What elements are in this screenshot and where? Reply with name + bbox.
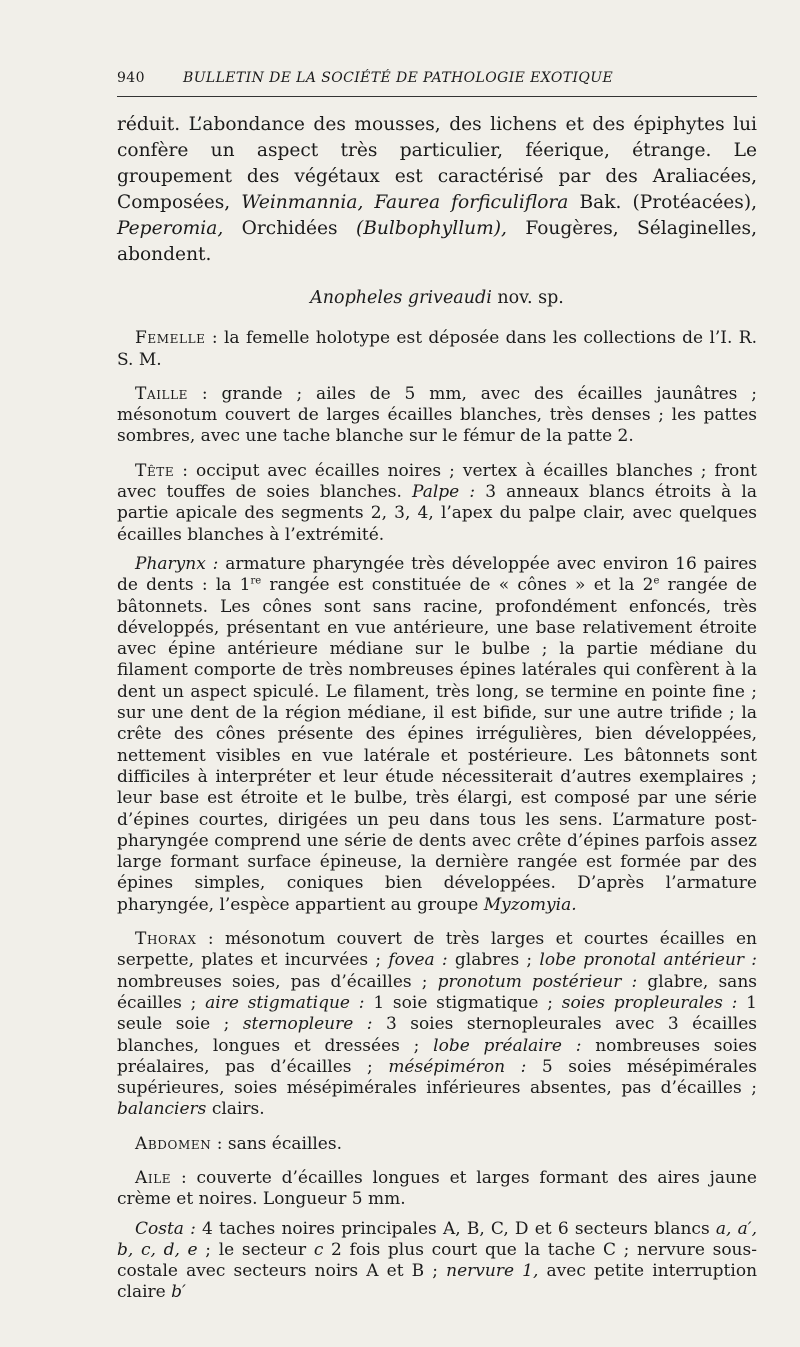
aile-paragraph: Aile : couverte d’écailles longues et larges formant des aires jaune crème et noires. Longueur 5 mm. [117, 1167, 757, 1210]
pharynx-paragraph: Pharynx : armature pharyngée très développée avec environ 16 paires de dents : la 1re rangée est constituée de « cônes » et la 2e rangée de bâtonnets. Les cônes sont sans racine, profondément enfoncés, très développés, présentant en vue antérieure, une base relativement étroite avec épine antérieure médiane sur le bulbe ; la partie médiane du filament comporte de très nombreuses épines latérales qui confèrent à la dent un aspect spiculé. Le filament, très long, se termine en pointe fine ; sur une dent de la région médiane, il est bifide, sur une autre trifide ; la crête des cônes présente des épines irrégulières, bien développées, nettement visibles en vue latérale et postérieure. Les bâtonnets sont difficiles à interpréter et leur étude nécessiterait d’autres exemplaires ; leur base est étroite et le bulbe, très élargi, est composé par une série d’épines courtes, dirigées un peu dans tous les sens. L’armature post-pharyngée comprend une série de dents avec crête d’épines parfois assez large formant surface épineuse, la dernière rangée est formée par des épines simples, coniques bien développées. D’après l’armature pharyngée, l’espèce appartient au groupe Myzomyia. [117, 553, 758, 915]
taille-paragraph: Taille : grande ; ailes de 5 mm, avec des écailles jaunâtres ; mésonotum couvert de larges écailles blanches, très denses ; les pattes sombres, avec une tache blanche sur le fémur de la patte 2. [117, 383, 757, 447]
page-number: 940 [117, 70, 145, 86]
abdomen-paragraph: Abdomen : sans écailles. [135, 1133, 342, 1154]
running-header [117, 70, 757, 86]
header-rule [117, 96, 757, 97]
intro-paragraph: réduit. L’abondance des mousses, des lichens et des épiphytes lui confère un aspect très particulier, féerique, étrange. Le groupement des végétaux est caractérisé par des Araliacées, Composées, Weinmannia, Faurea forficuliflora Bak. (Protéacées), Peperomia, Orchidées (Bulbophyllum), Fougères, Sélaginelles, abondent. [117, 114, 757, 265]
thorax-paragraph: Thorax : mésonotum couvert de très larges et courtes écailles en serpette, plates et incurvées ; fovea : glabres ; lobe pronotal antérieur : nombreuses soies, pas d’écailles ; pronotum postérieur : glabre, sans écailles ; aire stigmatique : 1 soie stigmatique ; soies propleurales : 1 seule soie ; sternopleure : 3 soies sternopleurales avec 3 écailles blanches, longues et dressées ; lobe préalaire : nombreuses soies préalaires, pas d’écailles ; mésépiméron : 5 soies mésépimérales supérieures, soies mésépimérales inférieures absentes, pas d’écailles ; balanciers clairs. [117, 929, 758, 1120]
species-heading: Anopheles griveaudi nov. sp. [310, 288, 564, 308]
journal-title: BULLETIN DE LA SOCIÉTÉ DE PATHOLOGIE EXOTIQUE [183, 70, 614, 86]
tete-paragraph: Tête : occiput avec écailles noires ; vertex à écailles blanches ; front avec touffes de soies blanches. Palpe : 3 anneaux blancs étroits à la partie apicale des segments 2, 3, 4, l’apex du palpe clair, avec quelques écailles blanches à l’extrémité. [117, 460, 757, 545]
article-body [117, 112, 757, 1304]
costa-paragraph: Costa : 4 taches noires principales A, B, C, D et 6 secteurs blancs a, a′, b, c, d, e ; le secteur c 2 fois plus court que la tache C ; nervure sous-costale avec secteurs noirs A et B ; nervure 1, avec petite interruption claire b′ [117, 1218, 758, 1303]
femelle-paragraph: Femelle : la femelle holotype est déposée dans les collections de l’I. R. S. M. [117, 328, 757, 370]
